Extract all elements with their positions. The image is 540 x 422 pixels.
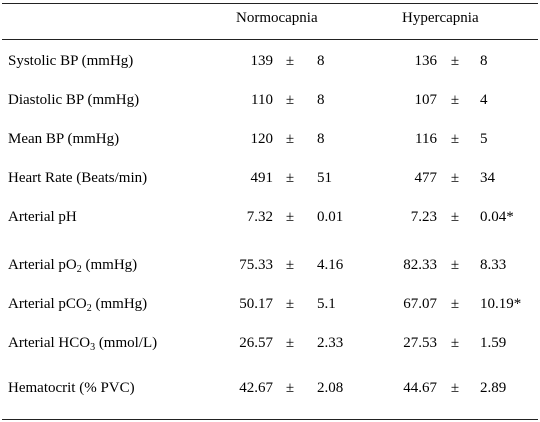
row-label-unit: (mmHg) [91,296,148,312]
hypercapnia-plus-minus: ± [450,380,460,396]
hypercapnia-sd: 34 [480,170,495,186]
hypercapnia-sd: 4 [480,92,488,108]
normocapnia-plus-minus: ± [285,335,295,351]
hypercapnia-mean: 136 [414,53,437,69]
normocapnia-sd: 0.01 [317,209,344,225]
row-label-text: Mean BP (mmHg) [8,131,120,147]
normocapnia-sd: 2.33 [317,335,344,351]
hypercapnia-mean: 44.67 [403,380,437,396]
row-label-subscript: 2 [76,264,82,275]
header-hypercapnia: Hypercapnia [402,10,479,26]
table-row [0,295,540,313]
hypercapnia-plus-minus: ± [450,92,460,108]
row-label [8,295,147,313]
row-label-unit: (mmol/L) [95,335,158,351]
row-label-subscript: 3 [90,342,96,353]
table-row [0,169,540,187]
normocapnia-mean: 491 [250,170,273,186]
row-label [8,334,157,352]
hypercapnia-plus-minus: ± [450,170,460,186]
row-label-text: Arterial HCO [8,335,91,351]
hypercapnia-sd: 8.33 [480,257,507,273]
table-row [0,91,540,109]
hypercapnia-mean: 477 [414,170,437,186]
bottom-rule [2,419,538,420]
row-label-text: Heart Rate (Beats/min) [8,170,148,186]
normocapnia-sd: 2.08 [317,380,344,396]
normocapnia-plus-minus: ± [285,257,295,273]
normocapnia-plus-minus: ± [285,92,295,108]
normocapnia-sd: 8 [317,131,325,147]
hypercapnia-mean: 107 [414,92,437,108]
row-label-text: Diastolic BP (mmHg) [8,92,140,108]
hypercapnia-sd: 10.19* [480,296,522,312]
normocapnia-sd: 5.1 [317,296,336,312]
row-label [8,130,119,148]
row-label [8,256,137,274]
table-row [0,130,540,148]
hypercapnia-sd: 2.89 [480,380,507,396]
row-label-unit: (mmHg) [81,257,138,273]
hypercapnia-sd: 8 [480,53,488,69]
hypercapnia-plus-minus: ± [450,257,460,273]
normocapnia-plus-minus: ± [285,380,295,396]
row-label [8,379,135,397]
header-rule [2,39,538,40]
normocapnia-sd: 51 [317,170,332,186]
row-label-text: Arterial pCO [8,296,87,312]
row-label-text: Hematocrit (% PVC) [8,380,135,396]
hypercapnia-mean: 116 [415,131,437,147]
table-row [0,379,540,397]
normocapnia-mean: 7.32 [246,209,273,225]
normocapnia-mean: 110 [251,92,273,108]
row-label [8,208,77,226]
normocapnia-sd: 4.16 [317,257,344,273]
hypercapnia-plus-minus: ± [450,131,460,147]
normocapnia-mean: 50.17 [239,296,273,312]
row-label [8,169,147,187]
row-label-text: Arterial pO [8,257,77,273]
row-label-text: Arterial pH [8,209,77,225]
normocapnia-plus-minus: ± [285,131,295,147]
row-label-subscript: 2 [86,303,92,314]
hypercapnia-plus-minus: ± [450,335,460,351]
table-row [0,334,540,352]
row-label [8,91,139,109]
normocapnia-plus-minus: ± [285,170,295,186]
normocapnia-mean: 42.67 [239,380,273,396]
hypercapnia-sd: 0.04* [480,209,514,225]
table-row [0,256,540,274]
normocapnia-plus-minus: ± [285,53,295,69]
hypercapnia-plus-minus: ± [450,53,460,69]
hypercapnia-plus-minus: ± [450,209,460,225]
table-row [0,208,540,226]
hypercapnia-sd: 1.59 [480,335,507,351]
normocapnia-mean: 75.33 [239,257,273,273]
table-row [0,52,540,70]
normocapnia-mean: 26.57 [239,335,273,351]
top-rule [2,3,538,4]
hypercapnia-sd: 5 [480,131,488,147]
hypercapnia-mean: 27.53 [403,335,437,351]
normocapnia-mean: 139 [250,53,273,69]
row-label-text: Systolic BP (mmHg) [8,53,134,69]
hypercapnia-mean: 67.07 [403,296,437,312]
header-normocapnia: Normocapnia [236,10,318,26]
normocapnia-sd: 8 [317,53,325,69]
hypercapnia-mean: 7.23 [410,209,437,225]
normocapnia-plus-minus: ± [285,209,295,225]
normocapnia-plus-minus: ± [285,296,295,312]
hypercapnia-plus-minus: ± [450,296,460,312]
normocapnia-sd: 8 [317,92,325,108]
row-label [8,52,133,70]
hypercapnia-mean: 82.33 [403,257,437,273]
normocapnia-mean: 120 [250,131,273,147]
